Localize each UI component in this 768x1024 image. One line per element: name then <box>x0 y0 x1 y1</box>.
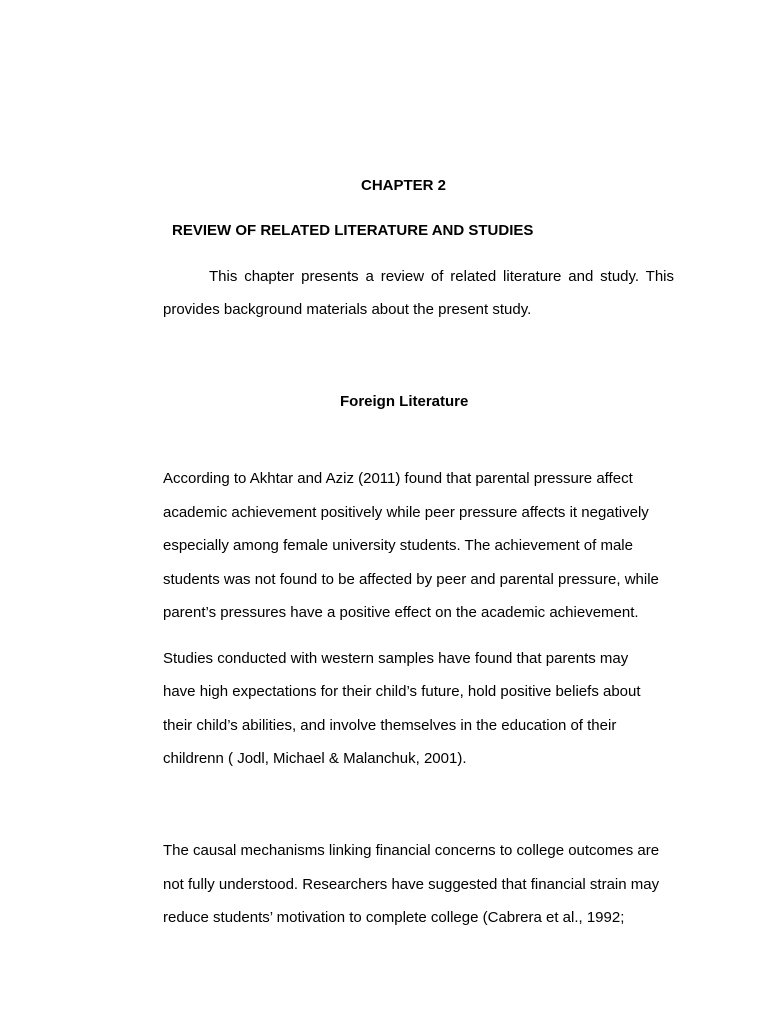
paragraph-1-line: academic achievement positively while peer pressure affects it negatively <box>163 504 649 521</box>
chapter-heading: REVIEW OF RELATED LITERATURE AND STUDIES <box>172 222 534 239</box>
paragraph-2-line: Studies conducted with western samples have found that parents may <box>163 650 629 667</box>
section-title: Foreign Literature <box>340 393 469 410</box>
paragraph-1-line: especially among female university students. The achievement of male <box>163 537 633 554</box>
paragraph-3-line: The causal mechanisms linking financial concerns to college outcomes are <box>163 842 660 859</box>
paragraph-2-line: have high expectations for their child’s future, hold positive beliefs about <box>163 683 641 700</box>
paragraph-2-line: their child’s abilities, and involve themselves in the education of their <box>163 717 617 734</box>
paragraph-3-line: reduce students’ motivation to complete college (Cabrera et al., 1992; <box>163 909 625 926</box>
chapter-number: CHAPTER 2 <box>361 177 447 194</box>
intro-line-1: This chapter presents a review of related literature and study. This <box>209 268 674 285</box>
paragraph-3-line: not fully understood. Researchers have suggested that financial strain may <box>163 876 660 893</box>
paragraph-1-line: students was not found to be affected by peer and parental pressure, while <box>163 571 659 588</box>
paragraph-1-line: parent’s pressures have a positive effect on the academic achievement. <box>163 604 639 621</box>
intro-line-2: provides background materials about the present study. <box>163 301 532 318</box>
paragraph-2-line: childrenn ( Jodl, Michael & Malanchuk, 2001). <box>163 750 467 767</box>
paragraph-1-line: According to Akhtar and Aziz (2011) found that parental pressure affect <box>163 470 633 487</box>
